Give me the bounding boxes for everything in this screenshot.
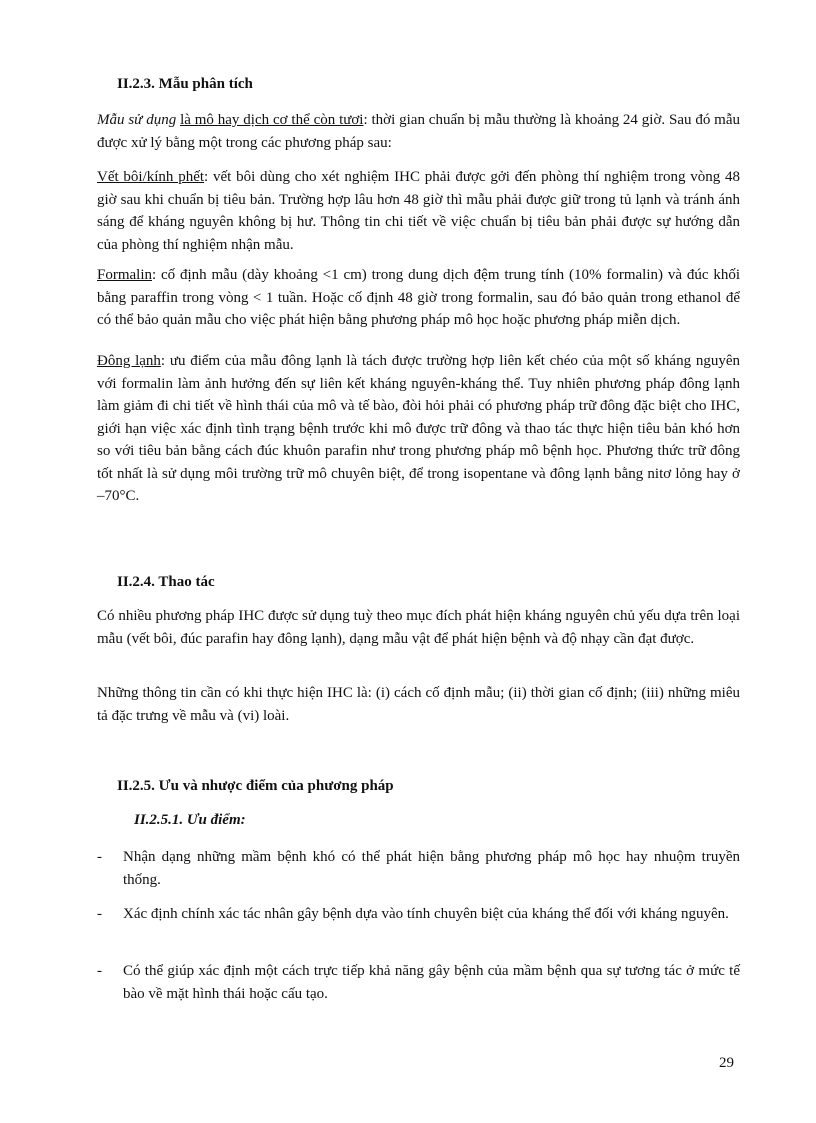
term-fresh-tissue: là mô hay dịch cơ thể còn tươi — [180, 112, 364, 128]
list-item-text: Xác định chính xác tác nhân gây bệnh dựa vào tính chuyên biệt của kháng thể đối với kháng nguyên. — [123, 906, 729, 922]
paragraph-formalin: Formalin: cố định mẫu (dày khoảng <1 cm) trong dung dịch đệm trung tính (10% formalin) và đúc khối bằng paraffin trong vòng < 1 tuần. Hoặc cố định 48 giờ trong formalin, sau đó bảo quản trong ethanol để có thể bảo quản mẫu cho việc phát hiện bằng phương pháp mô học hoặc phương pháp miễn dịch. — [97, 267, 740, 328]
term-smear-slide: Vết bôi/kính phết — [97, 169, 205, 185]
bullet-dash: - — [97, 963, 102, 979]
list-item-text: Có thể giúp xác định một cách trực tiếp khả năng gây bệnh của mầm bệnh qua sự tương tác ở mức tế bào về mặt hình thái hoặc cấu tạo. — [123, 963, 740, 1002]
paragraph-ihc-methods: Có nhiều phương pháp IHC được sử dụng tuỳ theo mục đích phát hiện kháng nguyên chủ yếu dựa trên loại mẫu (vết bôi, đúc parafin hay đông lạnh), dạng mẫu vật để phát hiện bệnh và độ nhạy cần đạt được. — [97, 608, 740, 647]
term-sample-usage: Mẫu sử dụng — [97, 112, 177, 128]
section-heading-sample-analysis: II.2.3. Mẫu phân tích — [117, 76, 253, 92]
paragraph-frozen: Đông lạnh: ưu điểm của mẫu đông lạnh là tách được trường hợp liên kết chéo của một số kháng nguyên với formalin làm ảnh hưởng đến sự liên kết kháng nguyên-kháng thể. Tuy nhiên phương pháp đông lạnh làm giảm đi chi tiết về hình thái của mô và tế bào, đòi hỏi phải có phương pháp trữ đông đặc biệt cho IHC, giới hạn việc xác định tình trạng bệnh trước khi mô được trữ đông và thao tác thực hiện tiêu bản khó hơn so với tiêu bản bằng cách đúc khuôn parafin như trong phương pháp mô bệnh học. Phương thức trữ đông tốt nhất là sử dụng môi trường trữ mô chuyên biệt, để trong isopentane và đông lạnh bằng nitơ lỏng hay ở –70°C. — [97, 353, 740, 504]
section-heading-procedure: II.2.4. Thao tác — [117, 574, 215, 590]
paragraph-sample-usage: Mẫu sử dụng là mô hay dịch cơ thể còn tươi: thời gian chuẩn bị mẫu thường là khoảng 24 giờ. Sau đó mẫu được xử lý bằng một trong các phương pháp sau: — [97, 112, 740, 151]
bullet-dash: - — [97, 849, 102, 865]
section-heading-pros-cons: II.2.5. Ưu và nhược điểm của phương pháp — [117, 778, 394, 794]
paragraph-smear-slide: Vết bôi/kính phết: vết bôi dùng cho xét nghiệm IHC phải được gởi đến phòng thí nghiệm trong vòng 48 giờ sau khi chuẩn bị tiêu bản. Trường hợp lâu hơn 48 giờ thì mẫu phải được giữ trong tủ lạnh và tránh ánh sáng để kháng nguyên không bị hư. Thông tin chi tiết về việc chuẩn bị tiêu bản phải được sự hướng dẫn của phòng thí nghiệm nhận mẫu. — [97, 169, 740, 253]
subsection-heading-advantages: II.2.5.1. Ưu điểm: — [134, 812, 246, 828]
term-formalin: Formalin — [97, 267, 152, 283]
term-frozen: Đông lạnh — [97, 353, 161, 369]
page-number: 29 — [719, 1055, 734, 1071]
list-item-text: Nhận dạng những mầm bệnh khó có thể phát hiện bằng phương pháp mô học hay nhuộm truyền thống. — [123, 849, 740, 888]
bullet-dash: - — [97, 906, 102, 922]
paragraph-ihc-info: Những thông tin cần có khi thực hiện IHC là: (i) cách cố định mẫu; (ii) thời gian cố định; (iii) những miêu tả đặc trưng về mẫu và (vi) loài. — [97, 685, 740, 724]
